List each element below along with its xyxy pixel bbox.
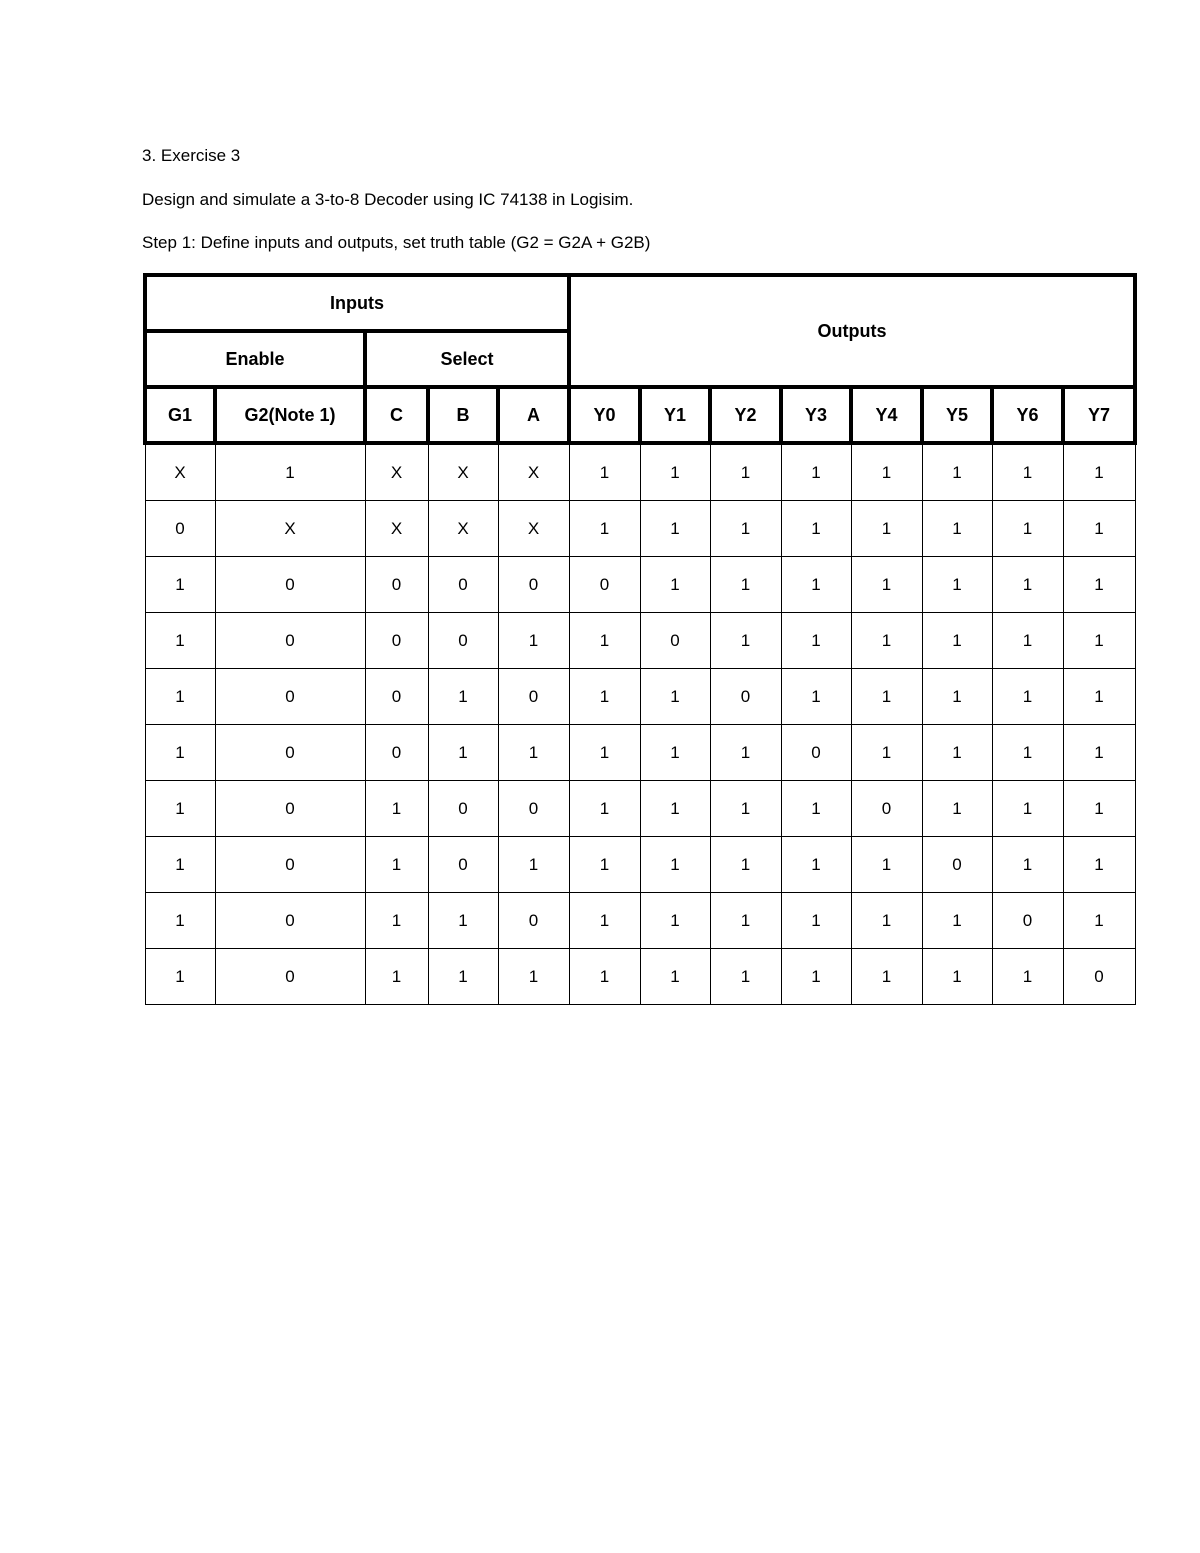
column-header: Y4 bbox=[851, 387, 922, 443]
table-cell: 0 bbox=[215, 781, 365, 837]
column-header: Y2 bbox=[710, 387, 781, 443]
instruction-text: Design and simulate a 3-to-8 Decoder using IC 74138 in Logisim. bbox=[142, 190, 634, 209]
table-cell: 0 bbox=[215, 949, 365, 1005]
table-cell: 1 bbox=[992, 443, 1063, 501]
table-cell: 1 bbox=[569, 893, 640, 949]
table-cell: 1 bbox=[1063, 837, 1135, 893]
table-cell: 0 bbox=[215, 837, 365, 893]
table-row bbox=[145, 613, 1135, 669]
table-cell: 1 bbox=[145, 949, 215, 1005]
table-cell: 1 bbox=[992, 613, 1063, 669]
table-cell: 1 bbox=[215, 443, 365, 501]
column-header-row bbox=[145, 387, 1135, 443]
table-cell: 1 bbox=[922, 501, 992, 557]
table-cell: 1 bbox=[710, 837, 781, 893]
table-cell: 1 bbox=[710, 893, 781, 949]
table-cell: 1 bbox=[640, 443, 710, 501]
table-cell: 1 bbox=[922, 781, 992, 837]
table-cell: 0 bbox=[365, 557, 428, 613]
truth-table bbox=[143, 273, 1137, 1005]
table-cell: 1 bbox=[145, 613, 215, 669]
table-cell: X bbox=[498, 443, 569, 501]
table-row bbox=[145, 501, 1135, 557]
table-cell: 0 bbox=[215, 725, 365, 781]
table-cell: 1 bbox=[992, 725, 1063, 781]
table-cell: 1 bbox=[1063, 443, 1135, 501]
table-cell: 1 bbox=[365, 949, 428, 1005]
table-cell: 1 bbox=[145, 725, 215, 781]
table-cell: 1 bbox=[710, 557, 781, 613]
table-cell: 1 bbox=[1063, 893, 1135, 949]
step-text: Step 1: Define inputs and outputs, set truth table (G2 = G2A + G2B) bbox=[142, 233, 651, 252]
table-cell: X bbox=[428, 443, 498, 501]
table-cell: 1 bbox=[640, 893, 710, 949]
table-cell: 1 bbox=[922, 613, 992, 669]
table-cell: 1 bbox=[781, 443, 851, 501]
table-cell: 1 bbox=[851, 557, 922, 613]
table-cell: 0 bbox=[365, 613, 428, 669]
table-cell: 1 bbox=[498, 837, 569, 893]
table-cell: X bbox=[498, 501, 569, 557]
table-cell: 1 bbox=[851, 501, 922, 557]
table-cell: 0 bbox=[215, 613, 365, 669]
table-cell: 1 bbox=[851, 893, 922, 949]
table-cell: 0 bbox=[365, 725, 428, 781]
select-header: Select bbox=[365, 331, 569, 387]
table-cell: 1 bbox=[781, 781, 851, 837]
table-cell: 1 bbox=[1063, 781, 1135, 837]
table-cell: 1 bbox=[1063, 613, 1135, 669]
table-cell: 1 bbox=[851, 613, 922, 669]
table-cell: 1 bbox=[365, 781, 428, 837]
table-cell: 1 bbox=[498, 949, 569, 1005]
table-cell: 1 bbox=[1063, 725, 1135, 781]
table-cell: 0 bbox=[428, 837, 498, 893]
table-cell: 1 bbox=[569, 949, 640, 1005]
table-cell: 1 bbox=[992, 949, 1063, 1005]
table-cell: 1 bbox=[640, 501, 710, 557]
table-cell: 1 bbox=[922, 669, 992, 725]
table-cell: 1 bbox=[781, 837, 851, 893]
truth-table-body bbox=[145, 443, 1135, 1005]
table-cell: 1 bbox=[569, 501, 640, 557]
table-cell: 1 bbox=[1063, 501, 1135, 557]
table-cell: 1 bbox=[992, 501, 1063, 557]
table-row bbox=[145, 949, 1135, 1005]
column-header: Y6 bbox=[992, 387, 1063, 443]
table-cell: 1 bbox=[710, 443, 781, 501]
table-cell: 1 bbox=[145, 837, 215, 893]
table-cell: 1 bbox=[498, 613, 569, 669]
table-cell: 1 bbox=[992, 781, 1063, 837]
table-cell: 0 bbox=[498, 669, 569, 725]
table-cell: 1 bbox=[640, 949, 710, 1005]
table-cell: X bbox=[145, 443, 215, 501]
table-cell: 1 bbox=[922, 443, 992, 501]
table-cell: 1 bbox=[781, 949, 851, 1005]
table-cell: 1 bbox=[569, 725, 640, 781]
table-cell: 1 bbox=[992, 669, 1063, 725]
table-cell: 1 bbox=[992, 557, 1063, 613]
table-cell: 0 bbox=[640, 613, 710, 669]
table-cell: 1 bbox=[781, 501, 851, 557]
table-cell: 1 bbox=[710, 501, 781, 557]
table-row bbox=[145, 893, 1135, 949]
table-cell: 1 bbox=[640, 557, 710, 613]
table-cell: 1 bbox=[781, 669, 851, 725]
table-cell: 0 bbox=[498, 557, 569, 613]
table-cell: 1 bbox=[922, 949, 992, 1005]
table-cell: 1 bbox=[1063, 557, 1135, 613]
table-cell: 0 bbox=[498, 781, 569, 837]
table-row bbox=[145, 557, 1135, 613]
table-row bbox=[145, 781, 1135, 837]
column-header: G2(Note 1) bbox=[215, 387, 365, 443]
table-cell: 1 bbox=[710, 613, 781, 669]
table-cell: 1 bbox=[498, 725, 569, 781]
column-header: Y5 bbox=[922, 387, 992, 443]
table-cell: 1 bbox=[851, 725, 922, 781]
table-cell: 1 bbox=[365, 893, 428, 949]
exercise-heading: 3. Exercise 3 bbox=[142, 146, 241, 165]
table-cell: 0 bbox=[365, 669, 428, 725]
table-cell: 0 bbox=[851, 781, 922, 837]
table-cell: 0 bbox=[215, 557, 365, 613]
table-cell: 1 bbox=[569, 837, 640, 893]
table-row bbox=[145, 837, 1135, 893]
table-cell: 1 bbox=[569, 613, 640, 669]
column-header: C bbox=[365, 387, 428, 443]
table-cell: 1 bbox=[851, 443, 922, 501]
table-cell: 1 bbox=[851, 837, 922, 893]
table-cell: 1 bbox=[569, 443, 640, 501]
table-cell: 1 bbox=[145, 893, 215, 949]
table-cell: 0 bbox=[992, 893, 1063, 949]
column-header: Y7 bbox=[1063, 387, 1135, 443]
column-header: Y1 bbox=[640, 387, 710, 443]
table-cell: 1 bbox=[851, 949, 922, 1005]
column-header: A bbox=[498, 387, 569, 443]
table-cell: 1 bbox=[145, 557, 215, 613]
table-cell: X bbox=[428, 501, 498, 557]
table-cell: 0 bbox=[428, 557, 498, 613]
table-cell: 1 bbox=[710, 725, 781, 781]
table-cell: 0 bbox=[569, 557, 640, 613]
column-header: B bbox=[428, 387, 498, 443]
table-cell: 0 bbox=[428, 613, 498, 669]
column-header: Y3 bbox=[781, 387, 851, 443]
table-row bbox=[145, 443, 1135, 501]
table-cell: 1 bbox=[710, 949, 781, 1005]
table-cell: X bbox=[365, 443, 428, 501]
table-row bbox=[145, 725, 1135, 781]
table-cell: 1 bbox=[781, 893, 851, 949]
table-cell: 1 bbox=[992, 837, 1063, 893]
table-cell: 1 bbox=[569, 781, 640, 837]
table-cell: 1 bbox=[145, 781, 215, 837]
table-cell: 0 bbox=[498, 893, 569, 949]
table-cell: 0 bbox=[145, 501, 215, 557]
table-cell: 0 bbox=[781, 725, 851, 781]
table-cell: 1 bbox=[710, 781, 781, 837]
table-cell: 1 bbox=[428, 949, 498, 1005]
table-cell: 1 bbox=[365, 837, 428, 893]
table-cell: 1 bbox=[569, 669, 640, 725]
table-cell: X bbox=[215, 501, 365, 557]
table-cell: 1 bbox=[640, 725, 710, 781]
table-cell: 1 bbox=[640, 669, 710, 725]
table-cell: 1 bbox=[640, 837, 710, 893]
table-cell: 1 bbox=[428, 669, 498, 725]
table-cell: X bbox=[365, 501, 428, 557]
table-cell: 1 bbox=[428, 725, 498, 781]
table-cell: 1 bbox=[640, 781, 710, 837]
outputs-header: Outputs bbox=[569, 275, 1135, 387]
table-cell: 1 bbox=[1063, 669, 1135, 725]
table-cell: 1 bbox=[781, 557, 851, 613]
table-cell: 1 bbox=[851, 669, 922, 725]
table-row bbox=[145, 669, 1135, 725]
table-cell: 0 bbox=[215, 893, 365, 949]
table-cell: 1 bbox=[922, 893, 992, 949]
column-header: Y0 bbox=[569, 387, 640, 443]
table-cell: 1 bbox=[781, 613, 851, 669]
table-cell: 0 bbox=[215, 669, 365, 725]
column-header: G1 bbox=[145, 387, 215, 443]
enable-header: Enable bbox=[145, 331, 365, 387]
table-cell: 1 bbox=[145, 669, 215, 725]
table-cell: 1 bbox=[922, 557, 992, 613]
table-cell: 1 bbox=[428, 893, 498, 949]
table-cell: 0 bbox=[428, 781, 498, 837]
inputs-header: Inputs bbox=[145, 275, 569, 331]
table-cell: 0 bbox=[710, 669, 781, 725]
table-cell: 0 bbox=[1063, 949, 1135, 1005]
table-cell: 0 bbox=[922, 837, 992, 893]
table-cell: 1 bbox=[922, 725, 992, 781]
